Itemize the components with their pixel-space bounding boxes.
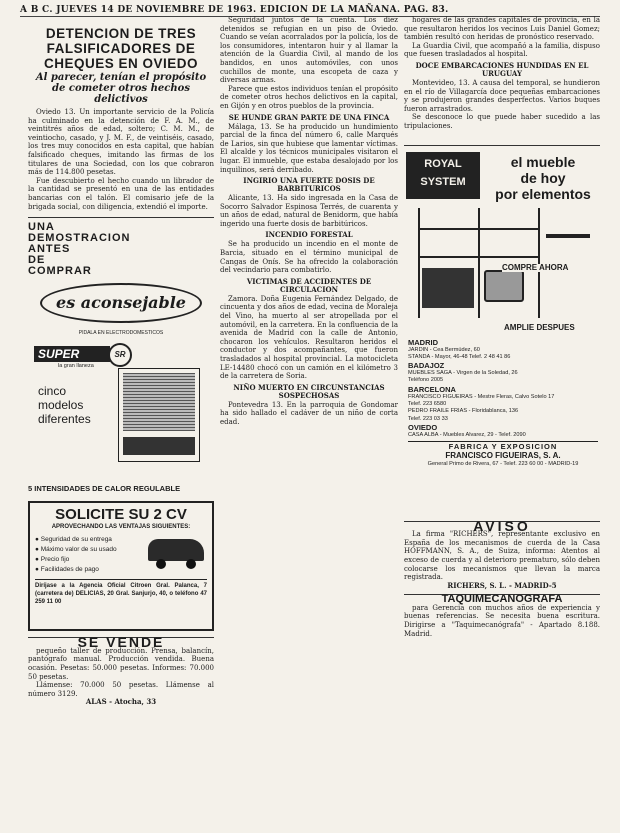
article-paragraph: hogares de las grandes capitales de provincia, en la que resultaron heridos los vecinos Luis Daniel Gomez; también resultó con heridas de pronóstico reservado.	[404, 16, 600, 42]
article-paragraph: Seguridad juntos de la cuenta. Los diez detenidos se refugian en un piso de Oviedo. Cuando se veían acorralados por la policía, los de los consumidores, intentaron huir y al llamar la atención de la Guardia Civil, al mando de los bandidos, en unos automóviles, con unos cuchillos de monte, una escopeta de caza y diversas armas.	[220, 16, 398, 85]
classified-taquimecanografa	[404, 594, 600, 638]
ad-subtitle: APROVECHANDO LAS VENTAJAS SIGUIENTES:	[51, 524, 191, 531]
article-paragraph: Alicante, 13. Ha sido ingresada en la Casa de Socorro Salvador Espinosa Terrés, de cuarenta y un años de edad, natural de Benidorm, que había ingerido una fuerte dosis de barbitúricos.	[220, 194, 398, 228]
ad-small-text: PIDALA EN ELECTRODOMESTICOS	[78, 330, 164, 337]
article-paragraph: Oviedo 13. Un importante servicio de la Policía ha culminado en la detención de F. A. M., de veintitrés años de edad, soltero; C. M. M., de veintiocho, casado, y J. M. F., de veintiséis, casado, los tres muy conocidos en esta capital, que habían falsificado cheques, imitando las firmas de los titulares de una Sociedad, con los que cobraron más de 114.800 pesetas.	[28, 108, 214, 177]
classified-text: La firma "RICHERS", representante exclusivo en España de los mecanismos de cuerda de la Casa HOFFMANN, S. A., de Suiza, informa: Atentos al exceso de cuerda y al deterioro prematuro, sólo deben colocarse los mecanismos que llevan la marca registrada.	[404, 530, 600, 582]
ad-footer: 5 INTENSIDADES DE CALOR REGULABLE	[28, 484, 181, 494]
store-address: STANDA - Mayor, 46-48 Telef. 2 48 41 86	[408, 353, 511, 360]
factory-name: FRANCISCO FIGUEIRAS, S. A.	[445, 451, 561, 461]
classified-text: pequeño taller de producción. Prensa, balancín, pantógrafo manual. Producción vendida. Buena ocasión. Pesetas: 50.000 pesetas. Informes: 70.000 50 pesetas.	[28, 646, 214, 681]
slogan: es aconsejable	[56, 292, 186, 312]
city-heading: OVIEDO	[408, 422, 438, 432]
ad-callout: AMPLIE DESPUES	[504, 322, 575, 332]
subheadline: Al parecer, tenían el propósito de cometer otros hechos delictivos	[35, 72, 207, 105]
ad-title: SOLICITE SU 2 CV	[55, 506, 187, 524]
city-heading: MADRID	[408, 337, 438, 347]
heater-ad	[28, 217, 214, 495]
store-address: Teléfono 2005	[408, 377, 444, 384]
article-heading: VICTIMAS DE ACCIDENTES DE CIRCULACION	[246, 276, 372, 294]
classified-firm: ALAS - Atocha, 33	[85, 697, 157, 707]
headline: DETENCION DE TRES FALSIFICADORES DE CHEQUES EN OVIEDO	[43, 26, 199, 71]
article-paragraph: Fue descubierto el hecho cuando un librador de la cantidad se presentó en una de las entidades bancarias con el talón. El comisario jefe de la brigada social, con diligencia, extendió el importe.	[28, 176, 214, 211]
column-middle	[220, 16, 398, 828]
article-paragraph: Parece que estos individuos tenían el propósito de cometer otros hechos delictivos en la capital, en Gijón y en otros pueblos de la provincia.	[220, 84, 398, 110]
models-text: cinco modelos diferentes	[38, 384, 91, 427]
ad-tagline: de hoy	[520, 169, 566, 186]
article-heading: SE HUNDE GRAN PARTE DE UNA FINCA	[228, 112, 390, 122]
store-address: Telef. 223 03 33	[408, 415, 448, 422]
classified-firm: RICHERS, S. L. - MADRID-5	[447, 580, 557, 590]
logo-line: ROYAL	[424, 157, 462, 170]
classified-title: AVISO	[473, 517, 531, 534]
ad-line: UNA	[28, 221, 55, 234]
brand-sub: la gran llaneza	[58, 362, 94, 369]
furniture-ad	[404, 145, 600, 517]
classified-aviso	[404, 517, 600, 591]
article-paragraph: Zamora. Doña Eugenia Fernández Delgado, de cincuenta y dos años de edad, vecina de Moraleja del Vino, ha muerto al ser atropellada por el automóvil, en la carretera. En la confluencia de la avenida de Madrid con la calle de Antonio, chocaron los vehículos. Resultaron heridos el conductor y dos acompañantes, que fueron trasladados al hospital provincial. La motocicleta LE-14480 chocó con un camión en el kilómetro 3 de la carretera de Soria.	[220, 294, 398, 381]
article-heading: NIÑO MUERTO EN CIRCUNSTANCIAS SOSPECHOSAS	[233, 382, 385, 400]
store-address: PEDRO FRAILE FRIAS - Floridablanca, 136	[408, 408, 519, 415]
ad-tagline: por elementos	[495, 185, 591, 202]
factory-address: General Primo de Rivera, 67 - Telef. 223 60 00 - MADRID-19	[427, 461, 579, 468]
article-paragraph: Málaga, 13. Se ha producido un hundimiento parcial de la finca del número 6, calle Marqués de Larios, sin que hubiese que lamentar víctimas. El alcalde y los técnicos municipales visitaron el lugar. El inmueble, que estaba desalojado por los inquilinos, será derribado.	[220, 122, 398, 174]
slogan-oval	[40, 283, 202, 323]
article-paragraph: Se ha producido un incendio en el monte de Barcia, situado en el término municipal de Cangas de Onís. Se ha ofrecido la colaboración del vecindario para combatirlo.	[220, 240, 398, 275]
royal-system-logo	[406, 152, 480, 199]
ad-tagline: el mueble	[510, 153, 576, 170]
store-address: Telef. 223 6580	[408, 401, 447, 408]
store-address: JARDIN - Cea Bermúdez, 60	[408, 346, 480, 353]
column-right	[404, 16, 600, 828]
ad-line: DEMOSTRACION	[28, 232, 131, 245]
ad-address: Diríjase a la Agencia Oficial Citroen Gral. Palanca, 7 (carretera de) DELICIAS, 20 Gral. Sanjurjo, 40, o teléfono 47 259 11 00	[35, 579, 207, 606]
ad-item: ● Seguridad de su entrega	[35, 535, 112, 543]
ad-line: DE	[28, 254, 46, 267]
store-address: CASA ALBA - Muebles Alvarez, 29 - Telef. 2090	[408, 431, 526, 438]
city-heading: BADAJOZ	[408, 361, 445, 371]
van-illustration	[148, 539, 204, 569]
article-heading: INCENDIO FORESTAL	[265, 230, 353, 240]
city-heading: BARCELONA	[408, 384, 456, 394]
ad-callout: COMPRE AHORA	[502, 262, 569, 272]
brand-text: SUPER	[38, 346, 80, 361]
ad-line: COMPRAR	[28, 265, 92, 278]
article-heading: DOCE EMBARCACIONES HUNDIDAS EN EL URUGUAY	[415, 60, 589, 78]
classified-title: SE VENDE	[77, 634, 165, 651]
citroen-ad	[28, 501, 214, 631]
logo-line: SYSTEM	[420, 175, 466, 188]
page-header: A B C. JUEVES 14 DE NOVIEMBRE DE 1963. EDICION DE LA MAÑANA. PAG. 83.	[20, 5, 600, 17]
classified-text: para Gerencia con muchos años de experiencia y buenas referencias. Se necesita buena escritura. Dirigirse a "Taquimecanógrafa" - Apartado 8.188. Madrid.	[404, 603, 600, 638]
heater-brand-logo	[34, 346, 126, 362]
ad-item: ● Facilidades de pago	[35, 565, 99, 573]
column-left	[28, 26, 214, 826]
store-address: FRANCISCO FIGUEIRAS - Mestre Fleras, Calvo Sotelo 17	[408, 393, 555, 400]
classified-sevende	[28, 634, 214, 707]
heater-illustration	[118, 368, 200, 462]
article-heading: INGIRIO UNA FUERTE DOSIS DE BARBITURICOS	[243, 176, 375, 194]
store-address: MUEBLES SAGA - Virgen de la Soledad, 26	[408, 370, 518, 377]
classified-phone: Llámense: 70.000 50 pesetas. Llámense al número 3129.	[28, 681, 214, 698]
factory-heading: FABRICA Y EXPOSICION	[408, 441, 598, 451]
ad-item: ● Precio fijo	[35, 555, 70, 563]
article-paragraph: Se desconoce lo que puede haber sucedido a las tripulaciones.	[404, 113, 600, 130]
ad-item: ● Máximo valor de su usado	[35, 545, 117, 553]
classified-title: TAQUIMECANOGRAFA	[441, 593, 563, 606]
ad-line: ANTES	[28, 243, 71, 256]
article-paragraph: La Guardia Civil, que acompañó a la familia, dispuso que fuesen trasladados al hospital.	[404, 41, 600, 59]
article-paragraph: Pontevedra 13. En la parroquia de Gondomar ha sido hallado el cadáver de un niño de corta edad.	[220, 400, 398, 426]
article-paragraph: Montevideo, 13. A causa del temporal, se hundieron en el río de Villagarcía doce pequeñas embarcaciones y se produjeron grandes desperfectos. Varios buques fueron arrastrados.	[404, 78, 600, 113]
brand-badge: SR	[108, 343, 132, 367]
